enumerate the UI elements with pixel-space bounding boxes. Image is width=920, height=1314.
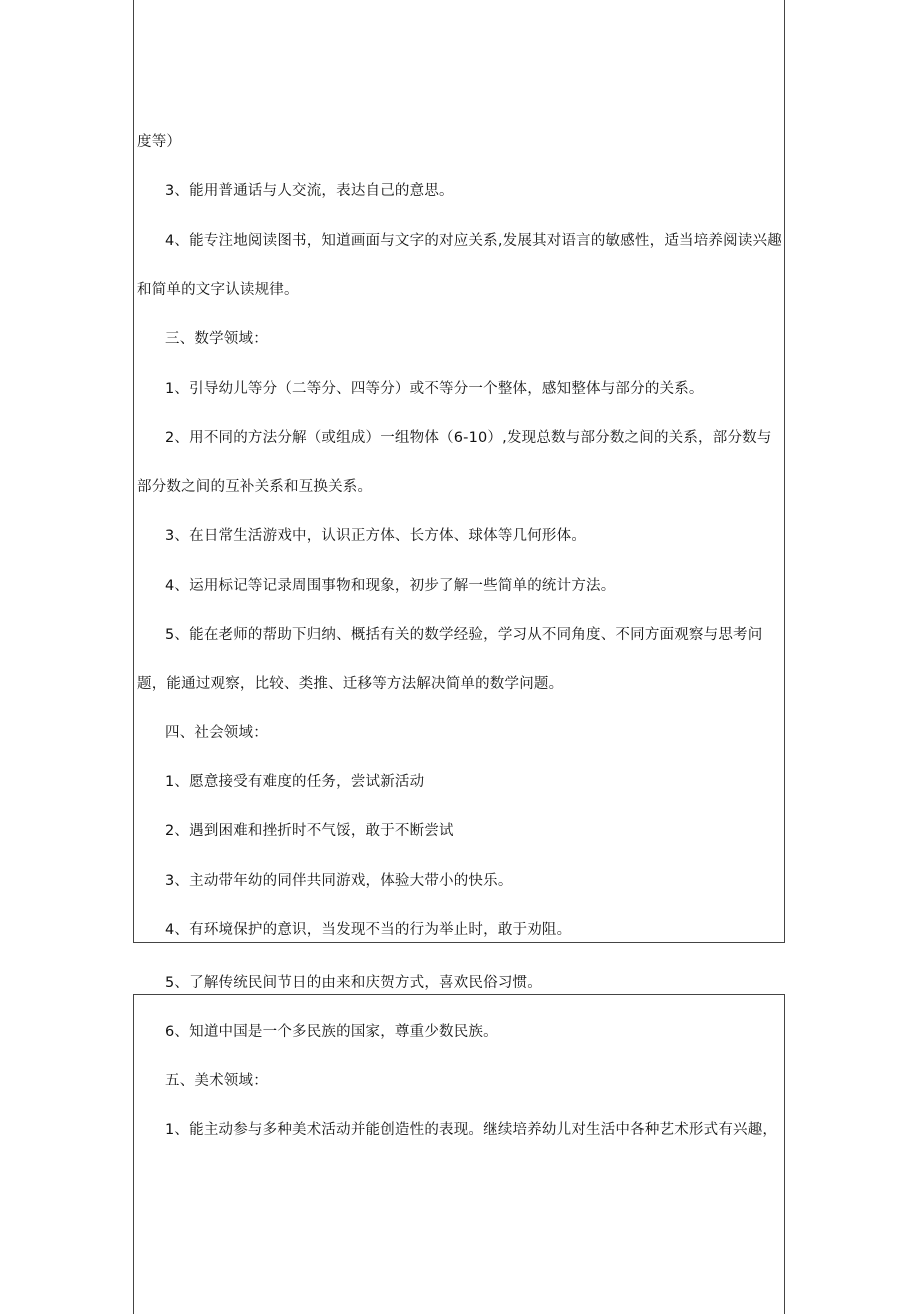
page-frame-bottom [133,994,785,1314]
social-item-1: 1、愿意接受有难度的任务，尝试新活动 [165,774,425,790]
math-item-1: 1、引导幼儿等分（二等分、四等分）或不等分一个整体，感知整体与部分的关系。 [165,381,704,397]
social-item-5: 5、了解传统民间节日的由来和庆贺方式，喜欢民俗习惯。 [165,975,542,991]
language-item-4-cont: 和简单的文字认读规律。 [137,282,299,298]
language-item-4: 4、能专注地阅读图书，知道画面与文字的对应关系,发展其对语言的敏感性，适当培养阅读兴趣 [165,233,782,249]
section-heading-social: 四、社会领域： [165,725,268,741]
math-item-5-cont: 题，能通过观察，比较、类推、迁移等方法解决简单的数学问题。 [137,676,564,692]
math-item-2: 2、用不同的方法分解（或组成）一组物体（6-10）,发现总数与部分数之间的关系，部分数与 [165,430,772,446]
math-item-5: 5、能在老师的帮助下归纳、概括有关的数学经验，学习从不同角度、不同方面观察与思考问 [165,627,763,643]
language-item-3: 3、能用普通话与人交流，表达自己的意思。 [165,183,454,199]
social-item-6: 6、知道中国是一个多民族的国家，尊重少数民族。 [165,1024,498,1040]
social-item-2: 2、遇到困难和挫折时不气馁，敢于不断尝试 [165,823,454,839]
social-item-4: 4、有环境保护的意识，当发现不当的行为举止时，敢于劝阻。 [165,922,572,938]
section-heading-art: 五、美术领域： [165,1073,268,1089]
math-item-2-cont: 部分数之间的互补关系和互换关系。 [137,479,373,495]
text-line-continuation: 度等） [137,134,182,150]
section-heading-math: 三、数学领域： [165,331,268,347]
math-item-3: 3、在日常生活游戏中，认识正方体、长方体、球体等几何形体。 [165,528,587,544]
math-item-4: 4、运用标记等记录周围事物和现象，初步了解一些简单的统计方法。 [165,578,616,594]
art-item-1: 1、能主动参与多种美术活动并能创造性的表现。继续培养幼儿对生活中各种艺术形式有兴趣， [165,1122,778,1138]
social-item-3: 3、主动带年幼的同伴共同游戏，体验大带小的快乐。 [165,873,513,889]
